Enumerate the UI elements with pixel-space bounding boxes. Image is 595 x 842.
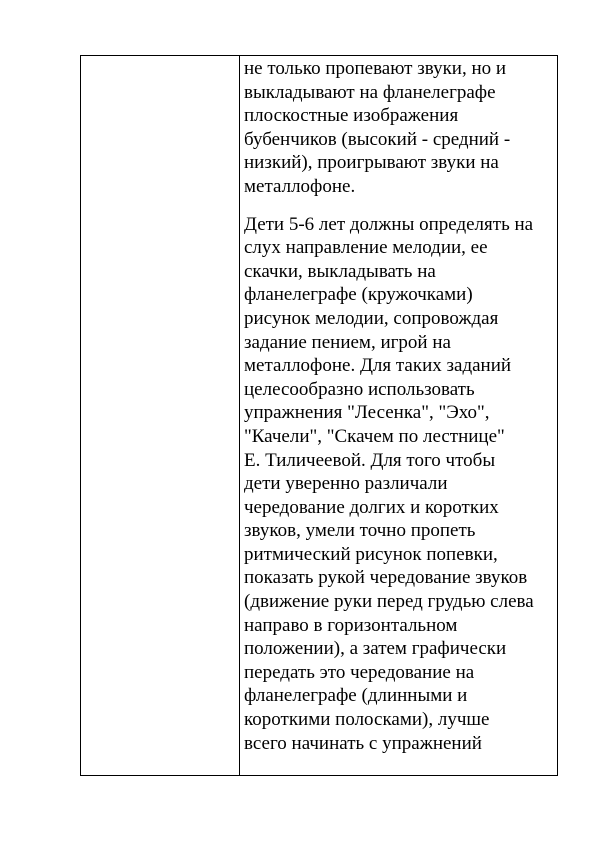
paragraph-melody-direction: Дети 5-6 лет должны определять на слух направление мелодии, ее скачки, выкладывать на фланелеграфе (кружочками) рисунок мелодии, сопровождая задание пением, игрой на металлофоне. Для таких заданий целесообразно использовать упражнения "Лесенка", "Эхо", "Качели", "Скачем по лестнице" Е. Тиличеевой. Для того чтобы дети уверенно различали чередование долгих и коротких звуков, умели точно пропеть ритмический рисунок попевки, показать рукой чередование звуков (движение руки перед грудью слева направо в горизонтальном положении), а затем графически передать это чередование на фланелеграфе (длинными и короткими полосками), лучше всего начинать с упражнений xyxy=(244,213,534,754)
table-cell-right xyxy=(240,56,557,775)
content-table xyxy=(80,55,558,776)
table-cell-left xyxy=(81,56,240,775)
paragraph-sound-exercises: не только пропевают звуки, но и выкладывают на фланелеграфе плоскостные изображения бубенчиков (высокий - средний - низкий), проигрывают звуки на металлофоне. xyxy=(244,58,511,197)
